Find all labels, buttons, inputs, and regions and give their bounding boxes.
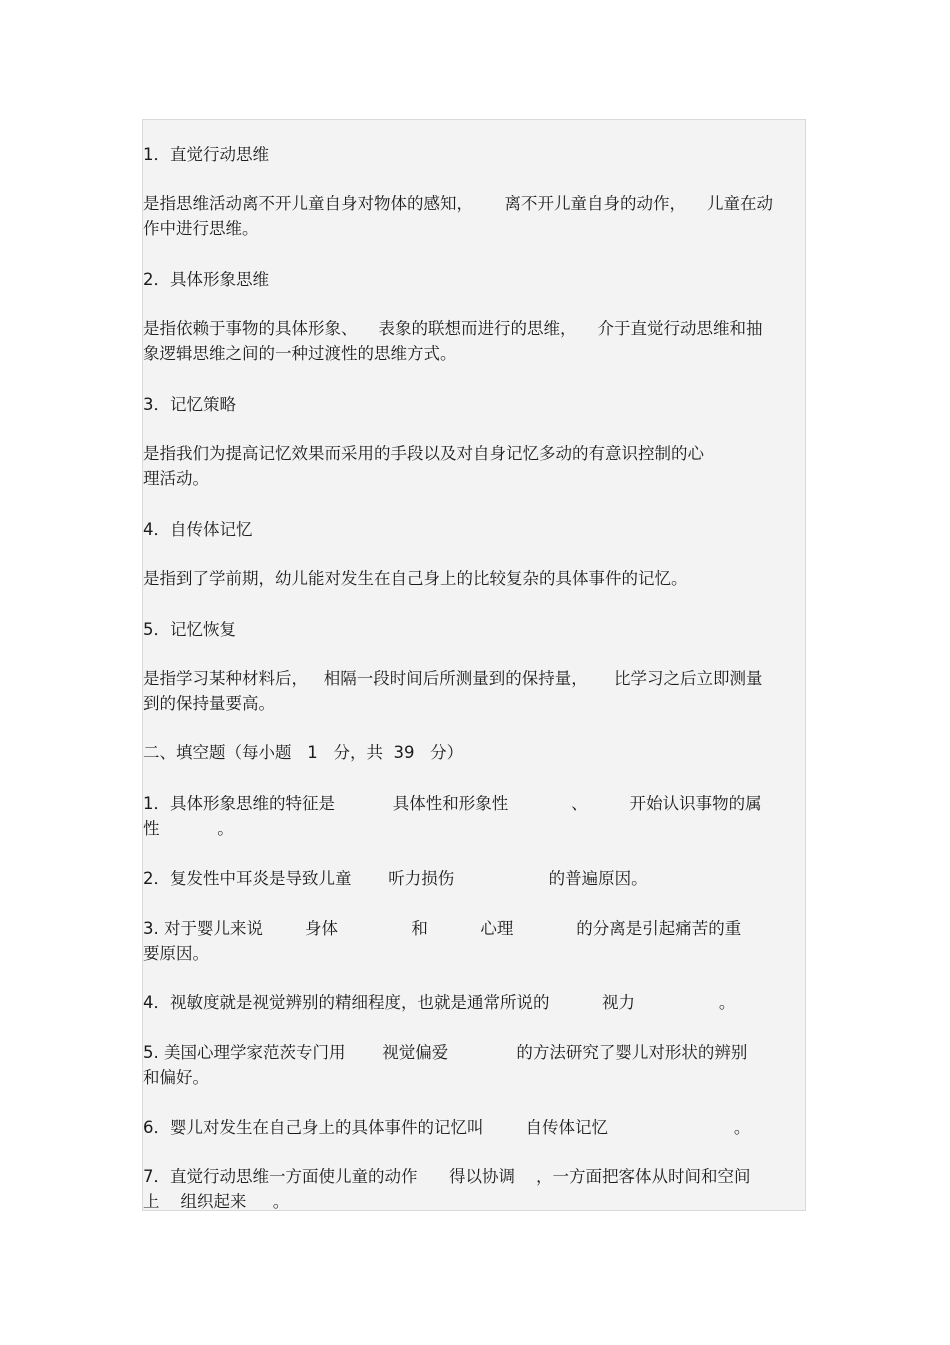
section-heading-fill-in: 二、填空题（每小题 1 分，共 39 分） [143,743,464,762]
term-definition-3: 是指我们为提高记忆效果而采用的手段以及对自身记忆多动的有意识控制的心 [143,444,704,463]
term-definition-4: 是指到了学前期，幼儿能对发生在自己身上的比较复杂的具体事件的记忆。 [143,569,688,588]
term-title-1: 1．直觉行动思维 [143,145,269,164]
question-1-cont: 性 。 [143,819,234,838]
question-7: 7．直觉行动思维一方面使儿童的动作 得以协调 ，一方面把客体从时间和空间 [143,1167,751,1186]
question-7-cont: 上 组织起来 。 [143,1192,290,1211]
term-definition-2: 是指依赖于事物的具体形象、 表象的联想而进行的思维， 介于直觉行动思维和抽 [143,319,763,338]
question-2: 2．复发性中耳炎是导致儿童 听力损伤 的普遍原因。 [143,869,648,888]
term-definition-2-cont: 象逻辑思维之间的一种过渡性的思维方式。 [143,344,457,363]
term-title-2: 2．具体形象思维 [143,270,269,289]
question-6: 6．婴儿对发生在自己身上的具体事件的记忆叫 自传体记忆 。 [143,1118,751,1137]
term-definition-3-cont: 理活动。 [143,469,209,488]
term-definition-1: 是指思维活动离不开儿童自身对物体的感知， 离不开儿童自身的动作， 儿童在动 [143,194,773,213]
question-3: 3. 对于婴儿来说 身体 和 心理 的分离是引起痛苦的重 [143,919,742,938]
question-5: 5. 美国心理学家范茨专门用 视觉偏爱 的方法研究了婴儿对形状的辨别 [143,1043,748,1062]
term-definition-5-cont: 到的保持量要高。 [143,694,275,713]
term-title-3: 3．记忆策略 [143,395,236,414]
term-title-4: 4．自传体记忆 [143,520,253,539]
term-title-5: 5．记忆恢复 [143,620,236,639]
term-definition-5: 是指学习某种材料后， 相隔一段时间后所测量到的保持量， 比学习之后立即测量 [143,669,763,688]
question-1: 1．具体形象思维的特征是 具体性和形象性 、 开始认识事物的属 [143,794,762,813]
question-4: 4．视敏度就是视觉辨别的精细程度，也就是通常所说的 视力 。 [143,993,736,1012]
term-definition-1-cont: 作中进行思维。 [143,219,259,238]
question-5-cont: 和偏好。 [143,1068,209,1087]
question-3-cont: 要原因。 [143,944,209,963]
